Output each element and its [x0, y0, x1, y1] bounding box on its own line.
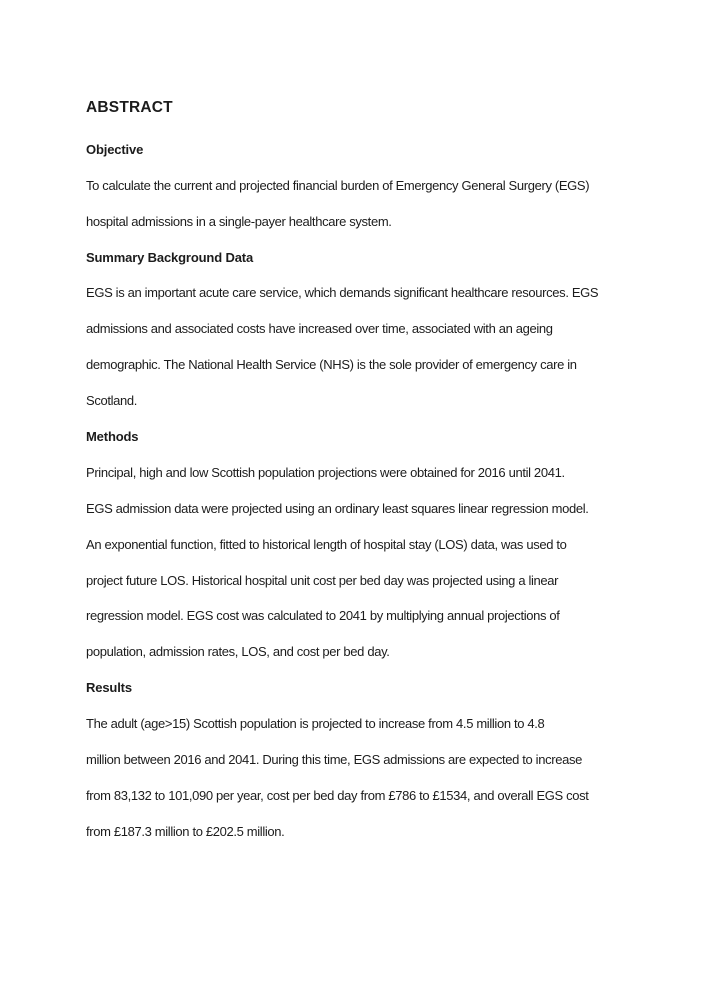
paragraph-line: admissions and associated costs have increased over time, associated with an ageing [86, 321, 553, 337]
paragraph-line: from 83,132 to 101,090 per year, cost per bed day from £786 to £1534, and overall EGS cost [86, 787, 589, 803]
paragraph-line: EGS is an important acute care service, which demands significant healthcare resources. EGS [86, 285, 599, 301]
section-heading-summary-background-data: Summary Background Data [86, 249, 254, 265]
section-heading-objective: Objective [86, 141, 144, 157]
abstract-title: ABSTRACT [86, 99, 173, 116]
paragraph-line: demographic. The National Health Service (NHS) is the sole provider of emergency care in [86, 357, 577, 373]
section-heading-methods: Methods [86, 429, 139, 445]
paragraph-line: An exponential function, fitted to historical length of hospital stay (LOS) data, was used to [86, 536, 567, 552]
paragraph-line: population, admission rates, LOS, and cost per bed day. [86, 644, 390, 660]
paragraph-line: To calculate the current and projected financial burden of Emergency General Surgery (EGS) [86, 177, 590, 193]
paragraph-line: regression model. EGS cost was calculated to 2041 by multiplying annual projections of [86, 608, 560, 624]
paragraph-line: The adult (age>15) Scottish population is projected to increase from 4.5 million to 4.8 [86, 716, 545, 732]
paragraph-line: hospital admissions in a single-payer healthcare system. [86, 213, 392, 229]
paragraph-line: EGS admission data were projected using an ordinary least squares linear regression model. [86, 500, 589, 516]
paragraph-line: Scotland. [86, 393, 138, 409]
abstract-content [86, 90, 652, 850]
paragraph-line: project future LOS. Historical hospital unit cost per bed day was projected using a linear [86, 572, 559, 588]
paragraph-line: from £187.3 million to £202.5 million. [86, 823, 285, 839]
section-heading-results: Results [86, 680, 132, 696]
paragraph-line: million between 2016 and 2041. During this time, EGS admissions are expected to increase [86, 752, 582, 768]
paragraph-line: Principal, high and low Scottish population projections were obtained for 2016 until 2041. [86, 464, 565, 480]
